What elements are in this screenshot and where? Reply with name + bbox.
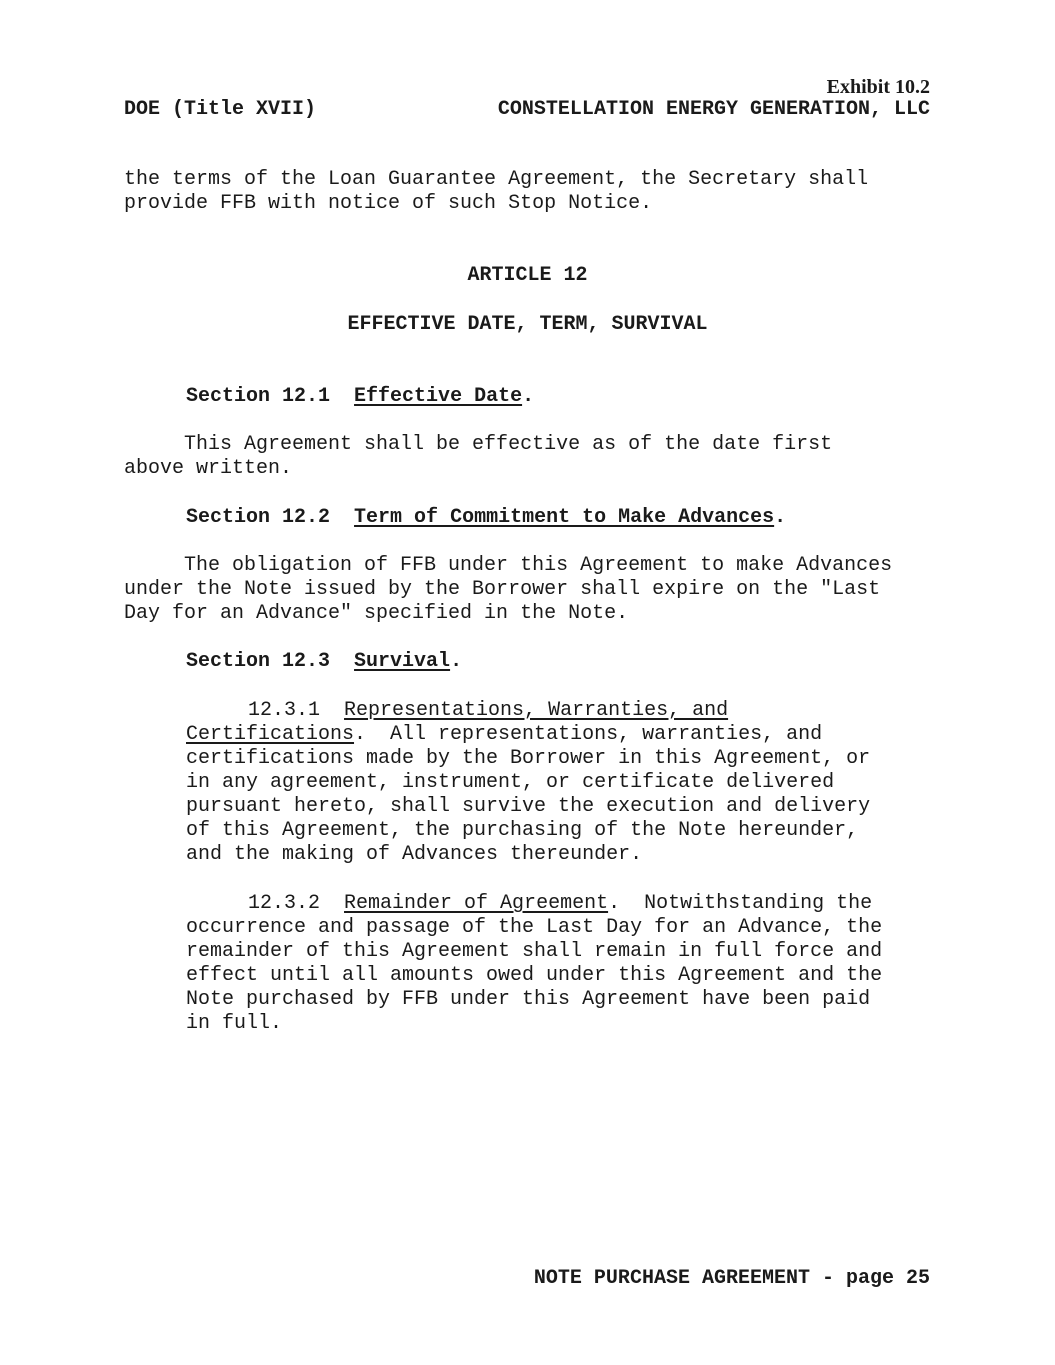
page-footer: NOTE PURCHASE AGREEMENT - page 25 (533, 1267, 930, 1290)
subsection-title: Remainder of Agreement (344, 892, 609, 915)
text-line: in full. (186, 1012, 283, 1035)
text-line: and the making of Advances thereunder. (186, 843, 643, 866)
header-left: DOE (Title XVII) (124, 98, 317, 121)
section-label: Section 12.3 (186, 650, 331, 673)
text-line: The obligation of FFB under this Agreement to make Advances (124, 554, 893, 577)
text-line: provide FFB with notice of such Stop Notice. (124, 192, 653, 215)
section-title: Effective Date (354, 385, 523, 408)
text-line: Certifications. All representations, warranties, and (186, 723, 823, 746)
subsection-heading (248, 699, 728, 723)
text-line: Note purchased by FFB under this Agreement have been paid (186, 988, 871, 1011)
section-label: Section 12.2 (186, 506, 331, 529)
section-title: Term of Commitment to Make Advances (354, 506, 775, 529)
article-number: ARTICLE 12 (467, 264, 588, 287)
section-heading: Section 12.2 Term of Commitment to Make Advances. (186, 506, 787, 529)
text-line: remainder of this Agreement shall remain in full force and (186, 940, 883, 963)
text-line: in any agreement, instrument, or certificate delivered (186, 771, 835, 794)
exhibit-label: Exhibit 10.2 (826, 76, 930, 98)
text-line: certifications made by the Borrower in this Agreement, or (186, 747, 871, 770)
text-line: This Agreement shall be effective as of the date first (124, 433, 833, 456)
subsection-title: Representations, Warranties, and (344, 699, 729, 722)
text-line: under the Note issued by the Borrower shall expire on the "Last (124, 578, 881, 601)
article-title: EFFECTIVE DATE, TERM, SURVIVAL (347, 313, 708, 336)
subsection-number: 12.3.2 (248, 892, 321, 915)
text-line: Day for an Advance" specified in the Note. (124, 602, 629, 625)
section-heading: Section 12.1 Effective Date. (186, 385, 535, 408)
subsection-title: Certifications (186, 723, 355, 746)
text-line: the terms of the Loan Guarantee Agreement, the Secretary shall (124, 168, 869, 191)
header-right: CONSTELLATION ENERGY GENERATION, LLC (497, 98, 930, 121)
text-line: occurrence and passage of the Last Day for an Advance, the (186, 916, 883, 939)
section-label: Section 12.1 (186, 385, 331, 408)
text-line: above written. (124, 457, 293, 480)
section-title: Survival (354, 650, 451, 673)
subsection-heading: 12.3.2 Remainder of Agreement. Notwithstanding the (248, 892, 873, 915)
text-line: pursuant hereto, shall survive the execution and delivery (186, 795, 871, 818)
section-heading: Section 12.3 Survival. (186, 650, 463, 673)
subsection-number: 12.3.1 (248, 699, 321, 722)
text-line: effect until all amounts owed under this Agreement and the (186, 964, 883, 987)
text-line: of this Agreement, the purchasing of the Note hereunder, (186, 819, 859, 842)
